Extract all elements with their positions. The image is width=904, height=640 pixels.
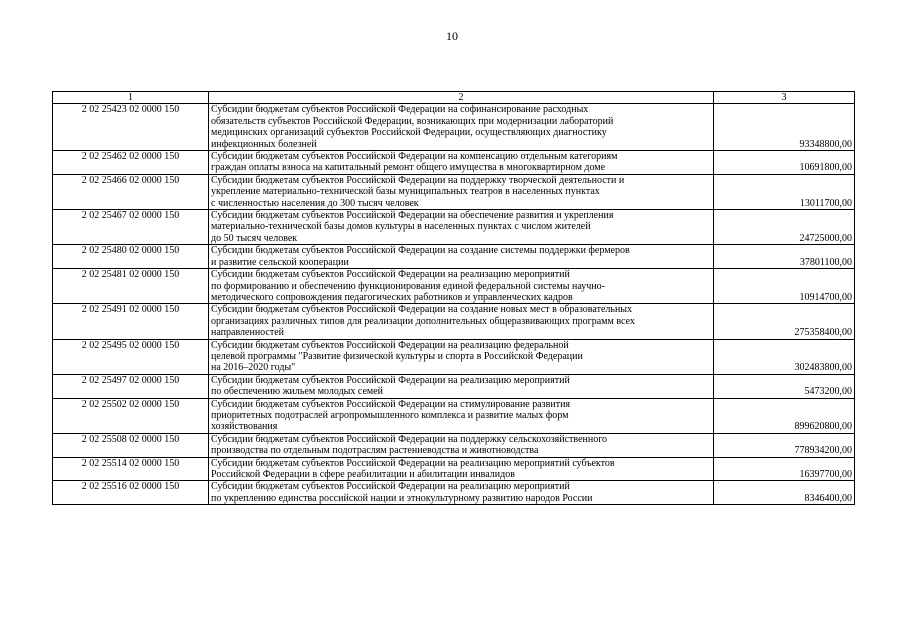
description-line: и развитие сельской кооперации: [211, 256, 349, 268]
description-line: Субсидии бюджетам субъектов Российской Федерации на реализацию мероприятий: [211, 269, 570, 281]
page-number: 10: [446, 29, 458, 43]
description-line: с численностью населения до 300 тысяч человек: [211, 197, 419, 209]
description-cell: [209, 210, 714, 245]
table-row: [53, 245, 855, 269]
description-line: Субсидии бюджетам субъектов Российской Федерации на обеспечение развития и укрепления: [211, 210, 614, 222]
description-cell: [209, 304, 714, 339]
description-line: на 2016–2020 годы": [211, 362, 296, 374]
income-code-cell: 2 02 25480 02 0000 150: [53, 245, 209, 269]
description-line: методического сопровождения педагогических работников и управленческих кадров: [211, 291, 573, 303]
table-row: [53, 304, 855, 339]
description-cell: [209, 433, 714, 457]
income-code-cell: 2 02 25495 02 0000 150: [53, 339, 209, 374]
description-cell: [209, 457, 714, 481]
amount-cell: 10914700,00: [714, 269, 855, 304]
income-code-cell: 2 02 25462 02 0000 150: [53, 151, 209, 175]
amount-cell: 37801100,00: [714, 245, 855, 269]
income-code-cell: 2 02 25466 02 0000 150: [53, 174, 209, 209]
amount-cell: 899620800,00: [714, 398, 855, 433]
description-line: Субсидии бюджетам субъектов Российской Федерации на компенсацию отдельным категориям: [211, 151, 618, 163]
description-line: по обеспечению жильем молодых семей: [211, 386, 384, 398]
amount-cell: 13011700,00: [714, 174, 855, 209]
income-code-cell: 2 02 25423 02 0000 150: [53, 104, 209, 151]
description-line: Субсидии бюджетам субъектов Российской Федерации на стимулирование развития: [211, 398, 571, 410]
amount-cell: 93348800,00: [714, 104, 855, 151]
income-code-cell: 2 02 25508 02 0000 150: [53, 433, 209, 457]
income-code-cell: 2 02 25497 02 0000 150: [53, 374, 209, 398]
description-line: по укреплению единства российской нации и этнокультурному развитию народов России: [211, 492, 593, 504]
description-cell: [209, 398, 714, 433]
description-line: приоритетных подотраслей агропромышленного комплекса и развитие малых форм: [211, 409, 569, 421]
description-cell: [209, 104, 714, 151]
income-code-cell: 2 02 25514 02 0000 150: [53, 457, 209, 481]
description-line: направленностей: [211, 327, 285, 339]
description-line: обязательств субъектов Российской Федерации, возникающих при модернизации лабораторий: [211, 115, 614, 127]
income-code-cell: 2 02 25491 02 0000 150: [53, 304, 209, 339]
description-line: Субсидии бюджетам субъектов Российской Федерации на софинансирование расходных: [211, 104, 589, 116]
table-row: [53, 433, 855, 457]
table-row: [53, 481, 855, 505]
description-line: медицинских организаций субъектов Российской Федерации, осуществляющих диагностику: [211, 127, 607, 139]
description-line: до 50 тысяч человек: [211, 232, 298, 244]
description-cell: [209, 374, 714, 398]
description-line: производства по отдельным подотраслям растениеводства и животноводства: [211, 445, 539, 457]
description-cell: [209, 245, 714, 269]
table-row: [53, 339, 855, 374]
amount-cell: 275358400,00: [714, 304, 855, 339]
description-line: Российской Федерации в сфере реабилитации и абилитации инвалидов: [211, 469, 515, 480]
budget-table: [52, 91, 855, 505]
table-body: [53, 104, 855, 505]
table-header-row: [53, 92, 855, 104]
description-line: хозяйствования: [211, 421, 278, 433]
amount-cell: 10691800,00: [714, 151, 855, 175]
description-line: Субсидии бюджетам субъектов Российской Федерации на реализацию федеральной: [211, 339, 569, 351]
column-header-description: 2: [209, 92, 714, 104]
amount-cell: 5473200,00: [714, 374, 855, 398]
amount-cell: 24725000,00: [714, 210, 855, 245]
amount-cell: 8346400,00: [714, 481, 855, 505]
description-cell: [209, 269, 714, 304]
amount-cell: 16397700,00: [714, 457, 855, 481]
description-cell: [209, 174, 714, 209]
amount-cell: 302483800,00: [714, 339, 855, 374]
description-cell: [209, 339, 714, 374]
description-line: Субсидии бюджетам субъектов Российской Федерации на реализацию мероприятий: [211, 374, 570, 386]
description-line: Субсидии бюджетам субъектов Российской Федерации на поддержку творческой деятельности и: [211, 174, 625, 186]
table-row: [53, 457, 855, 481]
table-row: [53, 174, 855, 209]
table-row: [53, 374, 855, 398]
description-line: Субсидии бюджетам субъектов Российской Федерации на поддержку сельскохозяйственного: [211, 433, 608, 445]
description-line: граждан оплаты взноса на капитальный ремонт общего имущества в многоквартирном доме: [211, 162, 606, 174]
description-line: по формированию и обеспечению функционирования единой федеральной системы научно-: [211, 280, 605, 292]
description-line: организациях различных типов для реализации дополнительных общеразвивающих программ всех: [211, 315, 635, 327]
description-cell: [209, 151, 714, 175]
description-cell: [209, 481, 714, 505]
column-header-code: 1: [53, 92, 209, 104]
income-code-cell: 2 02 25481 02 0000 150: [53, 269, 209, 304]
description-line: Субсидии бюджетам субъектов Российской Федерации на создание системы поддержки фермеров: [211, 245, 630, 257]
description-line: Субсидии бюджетам субъектов Российской Федерации на реализацию мероприятий: [211, 481, 570, 493]
income-code-cell: 2 02 25516 02 0000 150: [53, 481, 209, 505]
description-line: укрепление материально-технической базы муниципальных театров в населенных пунктах: [211, 186, 600, 198]
column-header-amount: 3: [714, 92, 855, 104]
income-code-cell: 2 02 25502 02 0000 150: [53, 398, 209, 433]
income-code-cell: 2 02 25467 02 0000 150: [53, 210, 209, 245]
description-line: Субсидии бюджетам субъектов Российской Федерации на создание новых мест в образовательных: [211, 304, 633, 316]
table-row: [53, 269, 855, 304]
description-line: Субсидии бюджетам субъектов Российской Федерации на реализацию мероприятий субъектов: [211, 457, 615, 469]
table-row: [53, 210, 855, 245]
table-row: [53, 398, 855, 433]
description-line: целевой программы "Развитие физической культуры и спорта в Российской Федерации: [211, 350, 583, 362]
description-line: инфекционных болезней: [211, 138, 317, 150]
table-row: [53, 104, 855, 151]
table-row: [53, 151, 855, 175]
description-line: материально-технической базы домов культуры в населенных пунктах с числом жителей: [211, 221, 591, 233]
amount-cell: 778934200,00: [714, 433, 855, 457]
